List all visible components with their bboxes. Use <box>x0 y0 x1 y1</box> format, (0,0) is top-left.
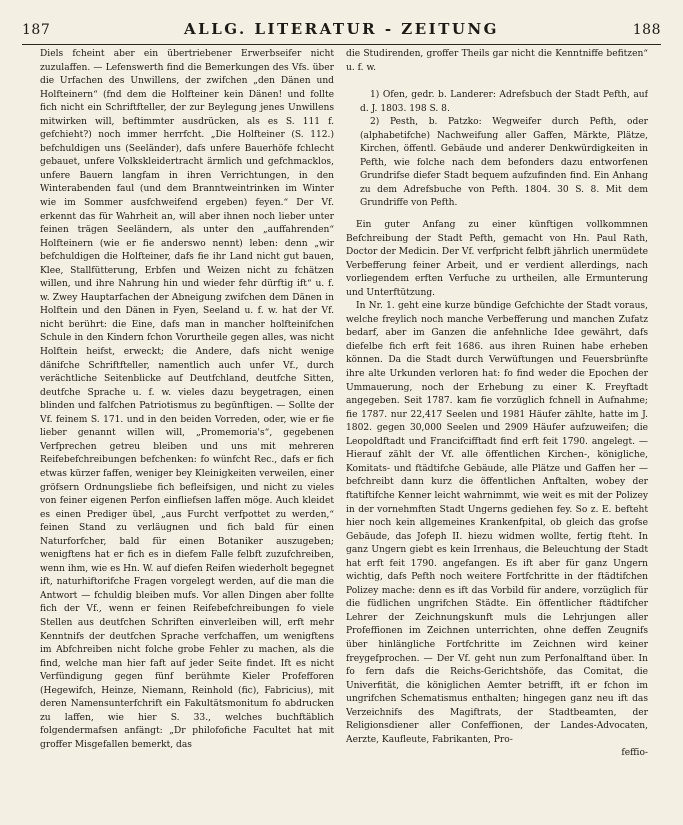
header-rule <box>22 44 661 45</box>
left-page-number: 187 <box>22 22 51 38</box>
bibliographic-entry: 1) Ofen, gedr. b. Landerer: Adrefsbuch der Stadt Pefth, auf d. J. 1803. 198 S. 8. <box>360 90 648 114</box>
bibliographic-entries <box>346 89 648 211</box>
catchword: feffio- <box>621 748 648 759</box>
review-paragraph: Ein guter Anfang zu einer künftigen vollkommnen Befchreibung der Stadt Pefth, gemacht von Hn. Paul Rath, Doctor der Medicin. Der Vf. verfpricht felbft jährlich unermüdete Verbefferung feiner Arbeit, und er verdient allerdings, nach vorliegendem erften Verfuche zu urtheilen, alle Ermunterung und Unterftützung. <box>346 220 648 298</box>
left-column <box>40 48 334 817</box>
running-title: ALLG. LITERATUR - ZEITUNG <box>184 20 499 38</box>
continuation-text: die Studirenden, groffer Theils gar nicht die Kenntniffe befitzen“ u. f. w. <box>346 49 648 73</box>
right-page-number: 188 <box>632 22 661 38</box>
right-column <box>346 48 648 817</box>
section-gap <box>346 211 648 219</box>
bibliographic-entry: 2) Pesth, b. Patzko: Wegweifer durch Pefth, oder (alphabetifche) Nachweifung aller Gaffen, Märkte, Plätze, Kirchen, öffentl. Gebäude und anderer Denkwürdigkeiten in Pefth, wie folche nach dem befonders dazu entworfenen Grundrifse diefer Stadt bequem aufzufinden find. Ein Anhang zu dem Adrefsbuche von Pefth. 1804. 30 S. 8. Mit dem Grundriffe von Pefth. <box>360 117 648 209</box>
page-header <box>22 20 661 42</box>
review-paragraph: In Nr. 1. geht eine kurze bündige Gefchichte der Stadt voraus, welche freylich noch manche Verbefferung und manchen Zufatz bedarf, aber im Ganzen die anfehnliche Idee gewährt, dafs diefelbe fich erft feit 1686. aus ihren Ruinen habe erheben können. Da die Stadt durch Verwüftungen und Feuersbrünfte ihre alte Urkunden verloren hat: fo find weder die Epochen der Ummauerung, noch der Erhebung zu einer K. Freyftadt angegeben. Seit 1787. kam fie vorzüglich fchnell in Aufnahme; fie 1787. nur 22,417 Seelen und 1981 Häufer zählte, hatte im J. 1802. gegen 30,000 Seelen und 2909 Häufer aufzuweifen; die Leopoldftadt und Francifcifftadt find erft feit 1790. angelegt. — Hierauf zählt der Vf. alle öffentlichen Kirchen-, königliche, Komitats- und ftädtifche Gebäude, alle Plätze und Gaffen her — befchreibt dann kurz die öffentlichen Anftalten, wobey der ftatiftifche Kenner leicht wahrnimmt, wie weit es mit der Polizey in der vornehmften Stadt Ungerns gediehen fey. So z. E. befteht hier noch kein allgemeines Krankenfpital, ob gleich das grofse Gebäude, das Jofeph II. hiezu widmen wollte, fertig fteht. In ganz Ungern giebt es kein Irrenhaus, die Beleuchtung der Stadt hat erft feit 1790. angefangen. Es ift aber für ganz Ungern wichtig, dafs Pefth noch weitere Fortfchritte in der ftädtifchen Polizey mache: denn es ift das Vorbild für andere, vorzüglich für die füdlichen ungrifchen Städte. Ein öffentlicher ftädtifcher Lehrer der Zeichnungskunft muls die Lehrjungen aller Profeffionen im Zeichnen unterrichten, ohne deffen Zeugnifs über hinlängliche Fortfchritte im Zeichnen wird keiner freygefprochen. — Der Vf. geht nun zum Perfonalftand über. In fo fern dafs die Reichs-Gerichtshöfe, das Comitat, die Univerfität, die königlichen Aemter betrifft, ift er fchon im ungrifchen Schematismus enthalten; hingegen ganz neu ift das Verzeichnifs des Magiftrats, der Stadtbeamten, der Religionsdiener aller Confeffionen, der Landes-Advocaten, Aerzte, Kaufleute, Fabrikanten, Pro- <box>346 301 648 745</box>
left-column-text: Diels fcheint aber ein übertriebener Erwerbseifer nicht zuzulaffen. — Lefenswerth find die Bemerkungen des Vfs. über die Urfachen des Unwillens, der zwifchen „den Dänen und Holfteinern“ (fnd dem die Holfteiner kein Dänen! und follte fich nicht ein Schriftfteller, der zur Beylegung jenes Unwillens mitwirken will, beftimmter ausdrücken, als es S. 111 f. gefchieht?) noch immer herrfcht. „Die Holfteiner (S. 112.) befchuldigen uns (Seeländer), dafs unfere Bauerhöfe fchlecht gebauet, unfere Volkskleidertracht ärmlich und gefchmacklos, unfere Bauern langfam in ihren Verrichtungen, in den Winterabenden faul (und dem Branntweintrinken im Winter wie im Sommer ausfchweifend ergeben) feyen.“ Der Vf. erkennt das für Wahrheit an, will aber ihnen noch lieber unter feinen trägen Seeländern, als unter den „auffahrenden“ Holfteinern (wie er fie anderswo nennt) leben: denn „wir befchuldigen die Holfteiner, dafs fie ihr Land nicht gut bauen, Klee, Stallfütterung, Erbfen und Weizen nicht zu fchätzen willen, und ihre Nahrung hin und wieder fehr dürftig ift“ u. f. w. Zwey Hauptarfachen der Abneigung zwifchen dem Dänen in Holftein und den Dänen in Fyen, Seeland u. f. w. hat der Vf. nicht berührt: die Eine, dafs man in mancher holfteinifchen Schule in den Kindern fchon Vorurtheile gegen alles, was nicht Holftein heifst, erweckt; die Andere, dafs nicht wenige dänifche Schriftfteller, namentlich auch unfer Vf., durch verächtliche Seitenblicke auf Deutfchland, deutfche Sitten, deutfche Sprache u. f. w. vieles dazu beygetragen, einen blinden und falfchen Patriotismus zu begünftigen. — Sollte der Vf. feinem S. 171. und in den beiden Vorreden, oder, wie er fie lieber genannt willen will, „Promemoria's“, gegebenen Verfprechen getreu bleiben und uns mit mehreren Reifebefchreibungen befchenken: fo wünfcht Rec., dafs er fich etwas kürzer faffen, weniger bey Kleinigkeiten verweilen, einer gröfsern Ordnungsliebe fich befleifsigen, und nicht zu vieles von feiner eigenen Perfon einfliefsen laffen möge. Auch kleidet es einen Prediger übel, „aus Furcht verfpottet zu werden,“ feinen Stand zu verläugnen und fich bald für einen Naturforfcher, bald für einen Botaniker auszugeben; wenigftens hat er fich es in diefem Falle felbft zuzufchreiben, wenn ihm, wie es Hn. W. auf diefen Reifen wiederholt begegnet ift, naturhiftorifche Fragen vorgelegt werden, auf die man die Antwort — fchuldig bleiben mufs. Vor allen Dingen aber follte fich der Vf., wenn er feinen Reifebefchreibungen fo viele Stellen aus deutfchen Schriften einverleiben will, erft mehr Kenntnifs der deutfchen Sprache verfchaffen, um wenigftens im Abfchreiben nicht folche grobe Fehler zu machen, als die find, welche man hier faft auf jeder Seite findet. Ift es nicht Verfündigung gegen fünf berühmte Kieler Profefforen (Hegewifch, Heinze, Niemann, Reinhold (fic), Fabricius), mit deren Namensunterfchrift ein Fakultätsmonitum fo abdrucken zu laffen, wie hier S. 33., welches buchftäblich folgendermafsen anfängt: „Dr philofofiche Facultet hat mit groffer Misgefallen bemerkt, das <box>40 49 334 750</box>
